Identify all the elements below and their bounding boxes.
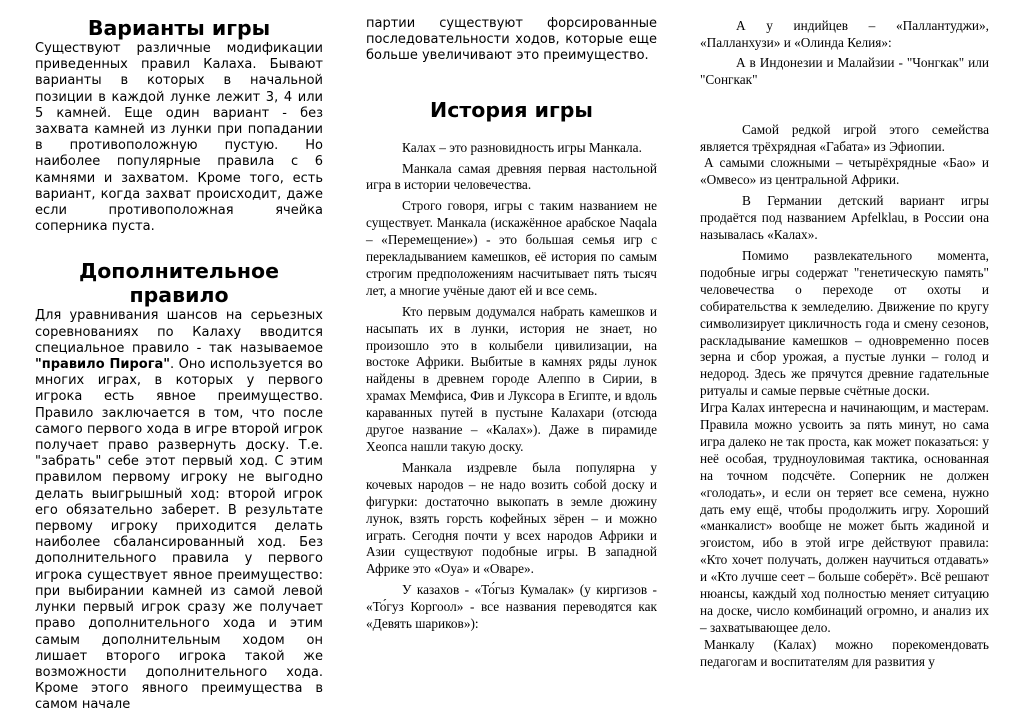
- text-paragraph: Помимо развлекательного момента, подобные игры содержат "генетическую память" человечества о переходе от охоты и собирательства к земледелию. Движение по кругу символизирует цикличность года и смену сезонов, раскладывание камешков – одновременно посев зерна и сбор урожая, а пустые лунки – голод и недород. Здесь же прячутся древние гадательные ритуалы и самые первые счётные доски.: [700, 247, 989, 399]
- history-heading: История игры: [430, 97, 593, 122]
- continuation-paragraph: партии существуют форсированные последовательности ходов, которые еще больше увеличивают это преимущество.: [366, 16, 657, 64]
- history-paragraph: Кто первым додумался набрать камешков и насыпать их в лунки, история не знает, но произошло это в колыбели цивилизации, на востоке Африки. Выбитые в камнях ряды лунок найдены в древнем городе Алеппо в Сирии, в храмах Мемфиса, Фив и Луксора в Египте, и вдоль караванных путей в пустыне Калахари (отсюда другое название – «Калах»). Даже в пирамиде Хеопса нашли такую доску.: [366, 303, 657, 455]
- text-paragraph: А у индийцев – «Паллантуджи», «Палланхузи» и «Олинда Келия»:: [700, 18, 989, 50]
- variants-paragraph: Существуют различные модификации приведенных правил Калаха. Бывают варианты в которых в начальной позиции в каждой лунке лежит 3, 4 или 5 камней. Еще один вариант - без захвата камней из лунки при попадании в противоположную пустую. Но наиболее популярные правила с 6 камнями и захватом. Кроме того, есть вариант, когда захват происходит, даже если противоположная ячейка соперника пуста.: [35, 41, 323, 235]
- extra-rule-paragraph: [35, 308, 323, 713]
- text-paragraph: А в Индонезии и Малайзии - "Чонгкак" или "Сонгкак": [700, 54, 989, 87]
- column-2: [366, 0, 657, 633]
- history-paragraph: У казахов - «То́гыз Кумалак» (у киргизов - «То́гуз Коргоол» - все названия переводятся как «Девять шариков»):: [366, 582, 657, 632]
- history-paragraph: Манкала самая древняя первая настольной игра в истории человечества.: [366, 160, 657, 193]
- column-1: [35, 0, 323, 714]
- text-paragraph: А самыми сложными – четырёхрядные «Бао» и «Омвесо» из центральной Африки.: [700, 155, 989, 188]
- extra-rule-heading: Дополнительное правило: [78, 259, 280, 308]
- extra-rule-text-before: Для уравнивания шансов на серьезных соревнованиях по Калаху вводится специальное правило - так называемое: [35, 308, 323, 356]
- pie-rule-term: "правило Пирога": [35, 357, 171, 373]
- column-3: [700, 18, 989, 671]
- variants-heading: Варианты игры: [87, 16, 271, 40]
- text-paragraph: Манкалу (Калах) можно порекомендовать педагогам и воспитателям для развития у: [700, 636, 989, 669]
- extra-rule-text-after: . Оно используется во многих играх, в которых у первого игрока есть явное преимущество. Правило заключается в том, что после самого первого хода в игре второй игрок получает право развернуть доску. Т.е. "забрать" себе этот первый ход. С этим правилом первому игроку не выгодно делать выигрышный ход: второй игрок его обязательно заберет. В результате первому игроку приходится делать наиболее сбалансированный ход. Без дополнительного правила у первого игрока существует явное преимущество: при выбирании камней из самой левой лунки первый игрок сразу же получает право дополнительного хода и этим самым дополнительным ходом он лишает второго игрока такой же возможности дополнительного хода. Кроме этого явного преимущества в самом начале: [35, 357, 323, 713]
- text-paragraph: Самой редкой игрой этого семейства является трёхрядная «Габата» из Эфиопии.: [700, 121, 989, 154]
- history-paragraph: Строго говоря, игры с таким названием не существует. Манкала (искажённое арабское Naqala – «Перемещение») - это большая семья игр с перекладыванием камешков, её история по самым строгим предположениям насчитывает пять тысяч лет, а многие учёные дают ей и все семь.: [366, 198, 657, 298]
- history-paragraph: Манкала издревле была популярна у кочевых народов – не надо возить собой доску и фигурки: достаточно выкопать в земле дюжину лунок, взять горсть кофейных зёрен – и можно играть. Сегодня почти у всех народов Африки и Азии существуют подобные игры. В западной Африке это «Оуа» и «Оваре».: [366, 459, 657, 577]
- history-text: [366, 140, 657, 633]
- text-paragraph: В Германии детский вариант игры продаётся под названием Apfelklau, в России она называлась «Калах».: [700, 193, 989, 243]
- text-paragraph: Игра Калах интересна и начинающим, и мастерам. Правила можно усвоить за пять минут, но сама игра далеко не так проста, как может показаться: у неё особая, трудноуловимая тактика, основанная на точном подсчёте. Соперник не должен «голодать», и если он теряет все семена, нужно дать ему ещё, чтобы продолжить игру. Хороший «манкалист» вообще не может быть жадиной и эгоистом, ибо в этой игре действуют правила: «Кто хочет получать, должен научиться отдавать» и «Кто лучше сеет – больше соберёт». Всё решают нюансы, каждый ход полностью меняет ситуацию на доске, число комбинаций огромно, и анализ их – захватывающее дело.: [700, 400, 989, 635]
- history-paragraph: Калах – это разновидность игры Манкала.: [402, 139, 642, 155]
